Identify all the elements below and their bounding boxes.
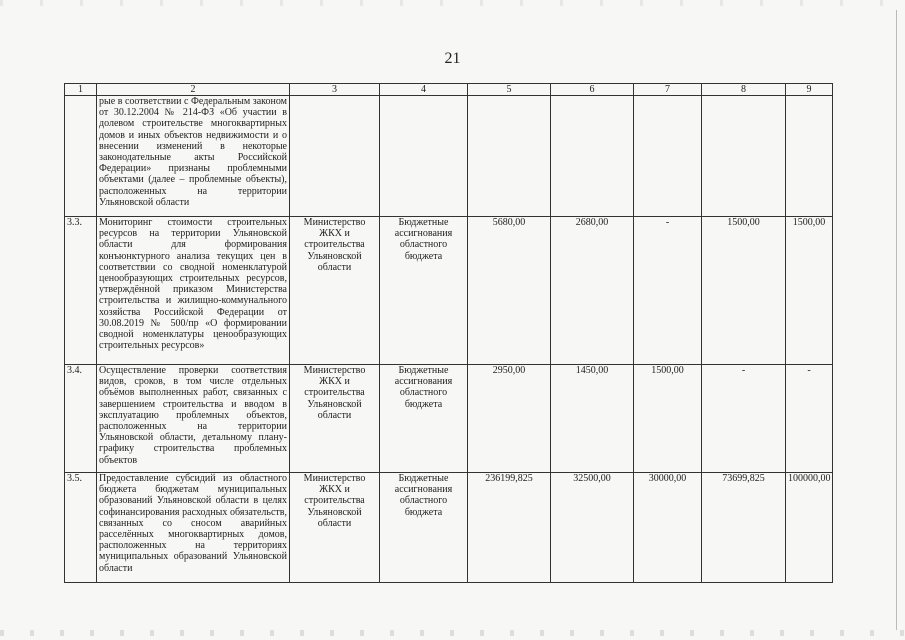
row-value-col6: 1450,00: [551, 365, 634, 473]
row-value-col8: [702, 96, 786, 217]
header-cell: 2: [97, 84, 290, 96]
page-edge: [896, 10, 897, 630]
budget-table: [64, 83, 833, 583]
row-value-col9: 100000,00: [786, 473, 833, 583]
table-header-row: [65, 84, 833, 96]
header-cell: 7: [634, 84, 702, 96]
row-description: Мониторинг стоимости строительных ресурсов на территории Ульяновской области для формирования конъюнктурного анализа текущих цен в соответствии со сводной номенклатурой ценообразующих строительных ресурсов, утверждённой приказом Министерства строительства и жилищно-коммунального хозяйства Российской Федерации от 30.08.2019 № 500/пр «О формировании сводной номенклатуры ценообразующих строительных ресурсов»: [97, 217, 290, 365]
row-value-col9: 1500,00: [786, 217, 833, 365]
row-value-col7: 30000,00: [634, 473, 702, 583]
row-value-col5: 236199,825: [468, 473, 551, 583]
row-funding-source: [380, 96, 468, 217]
row-executor: Министерство ЖКХ и строительства Ульяновской области: [290, 365, 380, 473]
row-funding-source: Бюджетные ассигнования областного бюджета: [380, 473, 468, 583]
row-value-col8: 73699,825: [702, 473, 786, 583]
row-funding-source: Бюджетные ассигнования областного бюджета: [380, 365, 468, 473]
row-number: 3.5.: [65, 473, 97, 583]
row-value-col7: [634, 96, 702, 217]
row-description: рые в соответствии с Федеральным законом от 30.12.2004 № 214-ФЗ «Об участии в долевом строительстве многоквартирных домов и иных объектов недвижимости и о внесении изменений в некоторые законодательные акты Российской Федерации» признаны проблемными объектами (далее – проблемные объекты), расположенных на территории Ульяновской области: [97, 96, 290, 217]
header-cell: 6: [551, 84, 634, 96]
row-value-col8: -: [702, 365, 786, 473]
page-number: 21: [444, 50, 461, 67]
row-value-col6: 32500,00: [551, 473, 634, 583]
row-description: Предоставление субсидий из областного бюджета бюджетам муниципальных образований Ульяновской области в целях софинансирования расходных обязательств, связанных со сносом аварийных расселённых многоквартирных домов, расположенных на территориях муниципальных образований Ульяновской области: [97, 473, 290, 583]
row-executor: Министерство ЖКХ и строительства Ульяновской области: [290, 473, 380, 583]
row-executor: Министерство ЖКХ и строительства Ульяновской области: [290, 217, 380, 365]
header-cell: 8: [702, 84, 786, 96]
scan-artifact-bottom: [0, 630, 905, 636]
scan-artifact-top: [0, 0, 905, 6]
header-cell: 1: [65, 84, 97, 96]
row-executor: [290, 96, 380, 217]
row-value-col5: 5680,00: [468, 217, 551, 365]
row-value-col6: [551, 96, 634, 217]
row-value-col8: 1500,00: [702, 217, 786, 365]
row-value-col9: [786, 96, 833, 217]
row-description: Осуществление проверки соответствия видов, сроков, в том числе отдельных объёмов выполненных работ, связанных с завершением строительства и вводом в эксплуатацию проблемных объектов, расположенных на территории Ульяновской области, детальному плану-графику строительства проблемных объектов: [97, 365, 290, 473]
header-cell: 9: [786, 84, 833, 96]
header-cell: 4: [380, 84, 468, 96]
row-number: 3.3.: [65, 217, 97, 365]
row-value-col5: [468, 96, 551, 217]
header-cell: 5: [468, 84, 551, 96]
header-cell: 3: [290, 84, 380, 96]
row-value-col7: 1500,00: [634, 365, 702, 473]
row-value-col6: 2680,00: [551, 217, 634, 365]
table-row: [65, 96, 833, 217]
table-row: [65, 473, 833, 583]
row-number: 3.4.: [65, 365, 97, 473]
row-value-col9: -: [786, 365, 833, 473]
row-number: [65, 96, 97, 217]
row-funding-source: Бюджетные ассигнования областного бюджета: [380, 217, 468, 365]
table-row: [65, 217, 833, 365]
table-row: [65, 365, 833, 473]
row-value-col5: 2950,00: [468, 365, 551, 473]
row-value-col7: -: [634, 217, 702, 365]
